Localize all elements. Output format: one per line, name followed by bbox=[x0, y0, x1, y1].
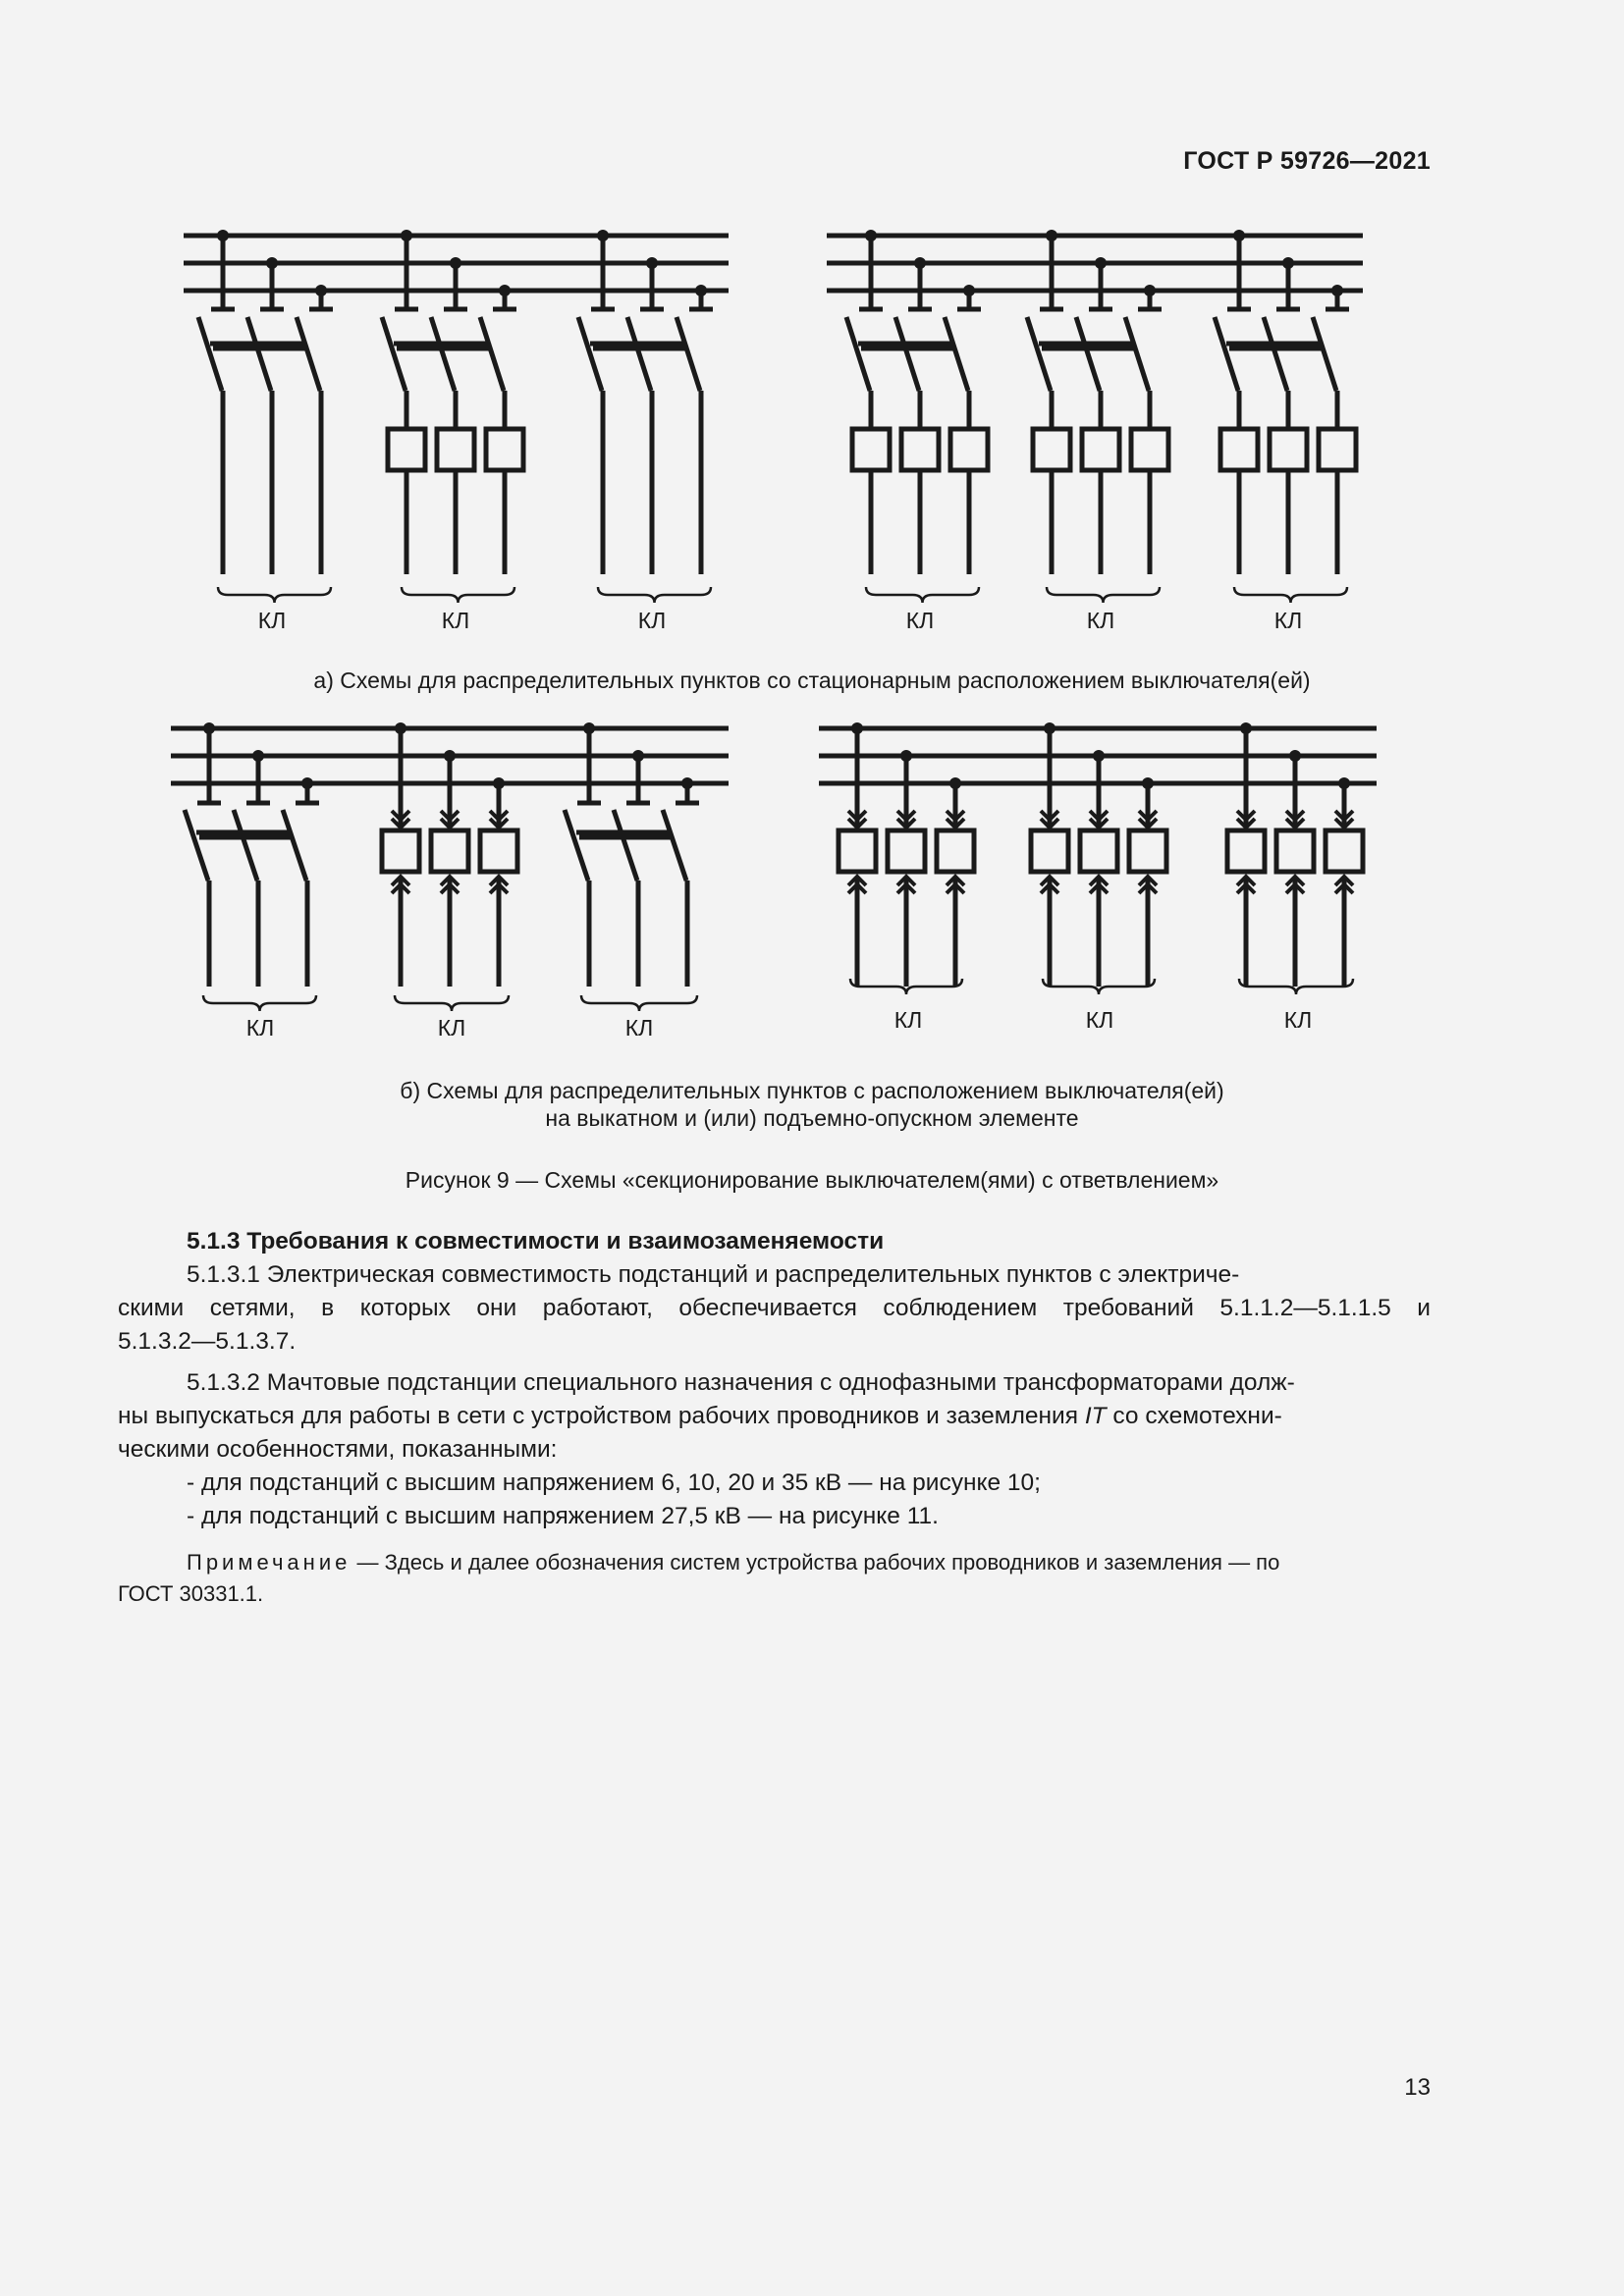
switch-blade bbox=[234, 810, 257, 881]
brace bbox=[218, 587, 331, 603]
switch-blade bbox=[1076, 317, 1100, 391]
brace bbox=[1047, 587, 1160, 603]
cable-label: КЛ bbox=[905, 608, 935, 633]
breaker-box bbox=[901, 429, 939, 470]
breaker-box bbox=[888, 830, 925, 872]
switch-blade bbox=[1215, 317, 1238, 391]
breaker-box bbox=[382, 830, 419, 872]
cable-label: КЛ bbox=[624, 1015, 654, 1041]
switch-blade bbox=[1125, 317, 1149, 391]
cable-label: КЛ bbox=[437, 1015, 466, 1041]
breaker-box bbox=[1080, 830, 1117, 872]
paragraph-5-1-3-2-line2: ны выпускаться для работы в сети с устройством рабочих проводников и заземления IT со схемотехни- bbox=[118, 1403, 1282, 1429]
switch-blade bbox=[565, 810, 588, 881]
switch-blade bbox=[1264, 317, 1287, 391]
switch-blade bbox=[578, 317, 602, 391]
brace bbox=[1234, 587, 1347, 603]
switch-blade bbox=[895, 317, 919, 391]
paragraph-5-1-3-1-line3: 5.1.3.2—5.1.3.7. bbox=[118, 1328, 297, 1355]
switch-blade bbox=[431, 317, 455, 391]
breaker-box bbox=[852, 429, 890, 470]
switch-blade bbox=[185, 810, 208, 881]
note: Примечание — Здесь и далее обозначения систем устройства рабочих проводников и заземления — по bbox=[187, 1550, 1280, 1575]
switch-blade bbox=[480, 317, 504, 391]
figure-title: Рисунок 9 — Схемы «секционирование выключателем(ями) с ответвлением» bbox=[405, 1167, 1219, 1193]
figure-9b-caption-line2: на выкатном и (или) подъемно-опускном элементе bbox=[545, 1105, 1079, 1131]
paragraph-5-1-3-1-line2: скими сетями, в которых они работают, обеспечивается соблюдением требований 5.1.1.2—5.1.1.5 и bbox=[118, 1295, 1431, 1321]
brace bbox=[402, 587, 514, 603]
breaker-box bbox=[1131, 429, 1168, 470]
cable-label: КЛ bbox=[1273, 608, 1303, 633]
note-line2: ГОСТ 30331.1. bbox=[118, 1581, 264, 1606]
brace bbox=[203, 995, 316, 1011]
switch-blade bbox=[614, 810, 637, 881]
breaker-box bbox=[1082, 429, 1119, 470]
switch-blade bbox=[382, 317, 406, 391]
section-5-1-3 bbox=[118, 1225, 1431, 1610]
figure-9b-caption-line1: б) Схемы для распределительных пунктов с расположением выключателя(ей) bbox=[400, 1078, 1224, 1103]
paragraph-5-1-3-1-line1: 5.1.3.1 Электрическая совместимость подстанций и распределительных пунктов с электриче- bbox=[187, 1261, 1240, 1288]
breaker-box bbox=[1033, 429, 1070, 470]
breaker-box bbox=[1220, 429, 1258, 470]
breaker-box bbox=[388, 429, 425, 470]
page-number: 13 bbox=[1404, 2074, 1431, 2101]
figure-9b-schematic bbox=[0, 712, 1624, 1050]
switch-blade bbox=[198, 317, 222, 391]
cable-label: КЛ bbox=[441, 608, 470, 633]
switch-blade bbox=[283, 810, 306, 881]
switch-blade bbox=[677, 317, 700, 391]
breaker-box bbox=[486, 429, 523, 470]
brace bbox=[581, 995, 697, 1011]
switch-blade bbox=[627, 317, 651, 391]
breaker-box bbox=[1227, 830, 1265, 872]
breaker-box bbox=[1326, 830, 1363, 872]
breaker-box bbox=[1270, 429, 1307, 470]
breaker-box bbox=[431, 830, 468, 872]
brace bbox=[866, 587, 979, 603]
figure-9a-caption: а) Схемы для распределительных пунктов со стационарным расположением выключателя(ей) bbox=[313, 667, 1311, 693]
cable-label: КЛ bbox=[893, 1007, 923, 1033]
cable-label: КЛ bbox=[637, 608, 667, 633]
breaker-box bbox=[1031, 830, 1068, 872]
switch-blade bbox=[846, 317, 870, 391]
breaker-box bbox=[1319, 429, 1356, 470]
breaker-box bbox=[937, 830, 974, 872]
paragraph-5-1-3-2-line3: ческими особенностями, показанными: bbox=[118, 1436, 558, 1463]
switch-blade bbox=[247, 317, 271, 391]
list-item: - для подстанций с высшим напряжением 6, 10, 20 и 35 кВ — на рисунке 10; bbox=[187, 1469, 1041, 1496]
switch-blade bbox=[1027, 317, 1051, 391]
list-item: - для подстанций с высшим напряжением 27,5 кВ — на рисунке 11. bbox=[187, 1503, 939, 1529]
cable-label: КЛ bbox=[257, 608, 287, 633]
switch-blade bbox=[297, 317, 320, 391]
document-id: ГОСТ Р 59726—2021 bbox=[1183, 147, 1431, 175]
switch-blade bbox=[1313, 317, 1336, 391]
switch-blade bbox=[945, 317, 968, 391]
brace bbox=[395, 995, 509, 1011]
paragraph-5-1-3-2-line1: 5.1.3.2 Мачтовые подстанции специального назначения с однофазными трансформаторами долж- bbox=[187, 1369, 1295, 1396]
cable-label: КЛ bbox=[1283, 1007, 1313, 1033]
breaker-box bbox=[480, 830, 517, 872]
breaker-box bbox=[1129, 830, 1166, 872]
cable-label: КЛ bbox=[1086, 608, 1115, 633]
breaker-box bbox=[1276, 830, 1314, 872]
cable-label: КЛ bbox=[245, 1015, 275, 1041]
figure-9a-schematic bbox=[0, 216, 1624, 648]
breaker-box bbox=[950, 429, 988, 470]
switch-blade bbox=[663, 810, 686, 881]
cable-label: КЛ bbox=[1085, 1007, 1114, 1033]
section-heading: 5.1.3 Требования к совместимости и взаимозаменяемости bbox=[187, 1228, 885, 1255]
breaker-box bbox=[437, 429, 474, 470]
breaker-box bbox=[839, 830, 876, 872]
brace bbox=[598, 587, 711, 603]
